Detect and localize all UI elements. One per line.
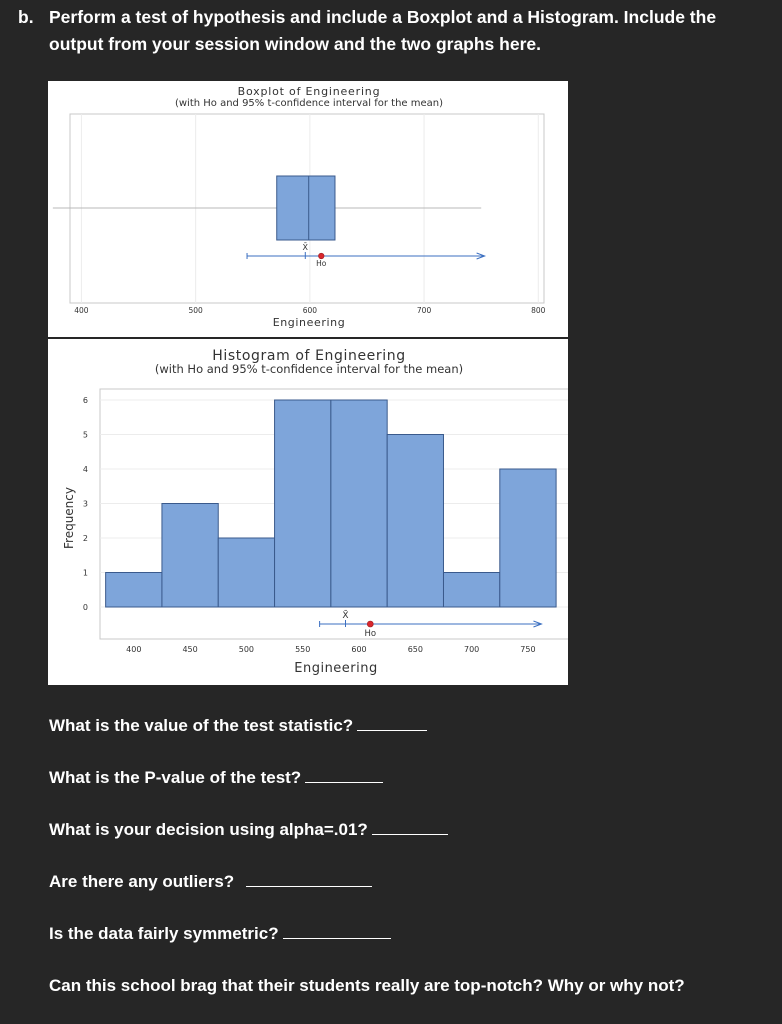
- histogram-y-tick-label: 1: [82, 568, 88, 578]
- histogram-mean-label: X̄: [342, 611, 349, 621]
- boxplot-ho-label: Ho: [316, 259, 327, 268]
- histogram-ho-marker: [367, 621, 373, 627]
- boxplot-x-tick-label: 700: [416, 306, 432, 315]
- question-symmetric: [49, 924, 391, 944]
- histogram-x-tick-label: 550: [295, 645, 311, 654]
- histogram-x-tick-label: 600: [351, 645, 367, 654]
- histogram-y-tick-label: 4: [82, 465, 88, 474]
- question-text: What is your decision using alpha=.01?: [49, 820, 368, 839]
- histogram-y-axis-label: Frequency: [62, 487, 76, 549]
- heading-line-1: Perform a test of hypothesis and include a Boxplot and a Histogram. Include the: [49, 7, 717, 27]
- boxplot-x-tick-label: 800: [531, 306, 546, 315]
- boxplot-chart: [48, 81, 568, 337]
- histogram-bar: [443, 573, 499, 608]
- histogram-chart: [48, 339, 568, 685]
- histogram-title: Histogram of Engineering: [212, 348, 406, 364]
- question-text: Can this school brag that their students really are top-notch? Why or why not?: [49, 976, 685, 995]
- histogram-x-tick-label: 750: [520, 645, 536, 654]
- answer-blank-p-value[interactable]: [305, 768, 383, 783]
- boxplot-figure: [48, 81, 568, 337]
- boxplot-box: [277, 176, 335, 240]
- histogram-y-tick-label: 2: [82, 534, 88, 543]
- histogram-x-tick-label: 700: [464, 645, 480, 654]
- boxplot-subtitle: (with Ho and 95% t-confidence interval for the mean): [174, 98, 444, 109]
- question-text: What is the value of the test statistic?: [49, 716, 354, 735]
- answer-blank-test-statistic[interactable]: [357, 716, 427, 731]
- question-decision: [49, 820, 448, 840]
- heading-line-2: output from your session window and the two graphs here.: [49, 34, 541, 54]
- boxplot-mean-label: X̄: [302, 243, 309, 252]
- histogram-subtitle: (with Ho and 95% t-confidence interval for the mean): [154, 362, 464, 376]
- histogram-bar: [331, 400, 387, 607]
- boxplot-x-tick-label: 500: [188, 306, 203, 315]
- answer-blank-outliers[interactable]: [246, 872, 372, 887]
- histogram-bar: [218, 538, 274, 607]
- histogram-bar: [500, 469, 556, 607]
- boxplot-title: Boxplot of Engineering: [237, 85, 381, 98]
- histogram-y-tick-label: 3: [82, 499, 88, 509]
- boxplot-x-tick-label: 400: [74, 306, 89, 315]
- answer-blank-decision[interactable]: [372, 820, 448, 835]
- question-text: What is the P-value of the test?: [49, 768, 302, 787]
- boxplot-ho-marker: [318, 253, 324, 259]
- answer-blank-symmetric[interactable]: [283, 924, 391, 939]
- histogram-bar: [162, 504, 218, 608]
- histogram-ho-label: Ho: [364, 629, 377, 639]
- question-top-notch: [49, 976, 685, 996]
- question-number: b.: [18, 7, 34, 27]
- histogram-figure: [48, 339, 568, 685]
- histogram-bar: [275, 400, 331, 607]
- histogram-x-tick-label: 400: [126, 645, 142, 654]
- boxplot-x-tick-label: 600: [302, 306, 318, 315]
- histogram-y-tick-label: 5: [82, 430, 88, 440]
- question-test-statistic: [49, 716, 427, 736]
- histogram-x-axis-label: Engineering: [294, 661, 378, 676]
- histogram-x-tick-label: 500: [238, 645, 255, 654]
- histogram-y-tick-label: 6: [82, 396, 88, 405]
- histogram-bar: [106, 573, 162, 608]
- histogram-x-tick-label: 650: [407, 645, 423, 654]
- histogram-bar: [387, 435, 443, 608]
- question-p-value: [49, 768, 383, 788]
- question-text: Is the data fairly symmetric?: [49, 924, 279, 943]
- histogram-y-tick-label: 0: [82, 603, 88, 612]
- question-text: Are there any outliers?: [49, 872, 235, 891]
- boxplot-x-axis-label: Engineering: [272, 316, 346, 329]
- question-outliers: [49, 872, 372, 892]
- histogram-x-tick-label: 450: [182, 645, 198, 654]
